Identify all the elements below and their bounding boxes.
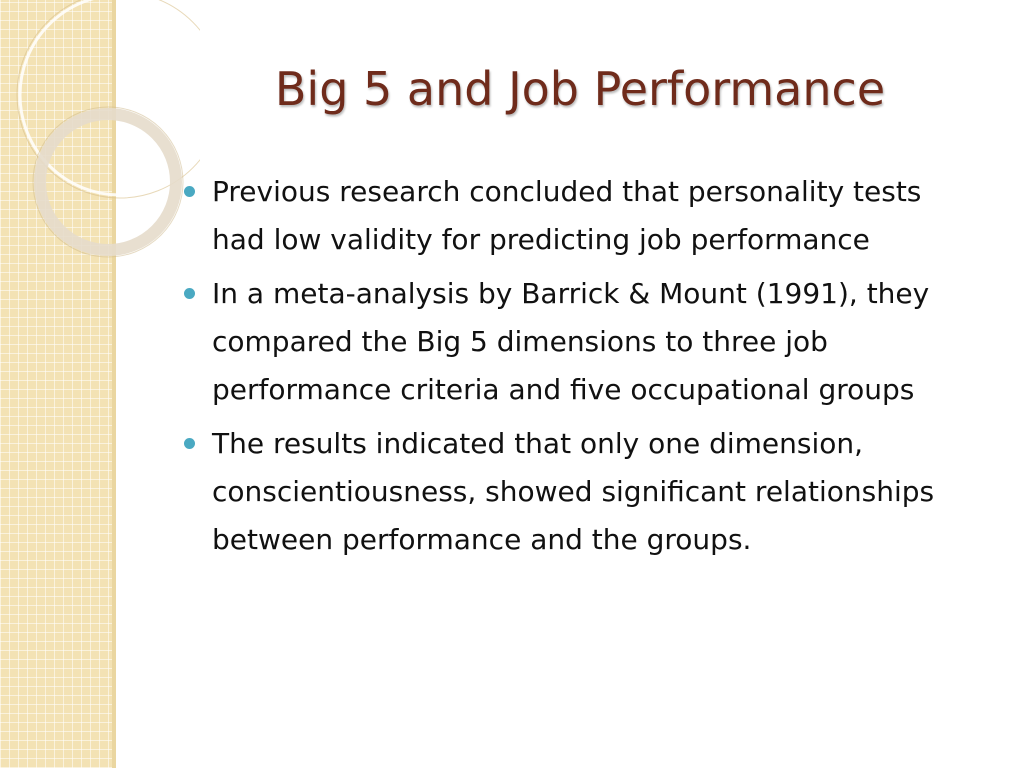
bullet-text: Previous research concluded that personality tests had low validity for predicting job performance: [212, 175, 922, 256]
bullet-list: [182, 168, 972, 570]
bullet-item: [182, 420, 972, 564]
bullet-item: [182, 270, 972, 414]
bullet-item: [182, 168, 972, 264]
bullet-text: In a meta-analysis by Barrick & Mount (1991), they compared the Big 5 dimensions to three job performance criteria and five occupational groups: [212, 277, 930, 406]
bullet-dot-icon: [184, 438, 195, 449]
small-ring-shadow: [33, 107, 183, 257]
slide-title: Big 5 and Job Performance: [274, 62, 886, 116]
bullet-text: The results indicated that only one dimension, conscientiousness, showed significant relationships between performance and the groups.: [212, 427, 935, 556]
bullet-dot-icon: [184, 186, 195, 197]
decorative-rings: [0, 0, 200, 320]
bullet-dot-icon: [184, 288, 195, 299]
small-ring: [40, 114, 176, 250]
